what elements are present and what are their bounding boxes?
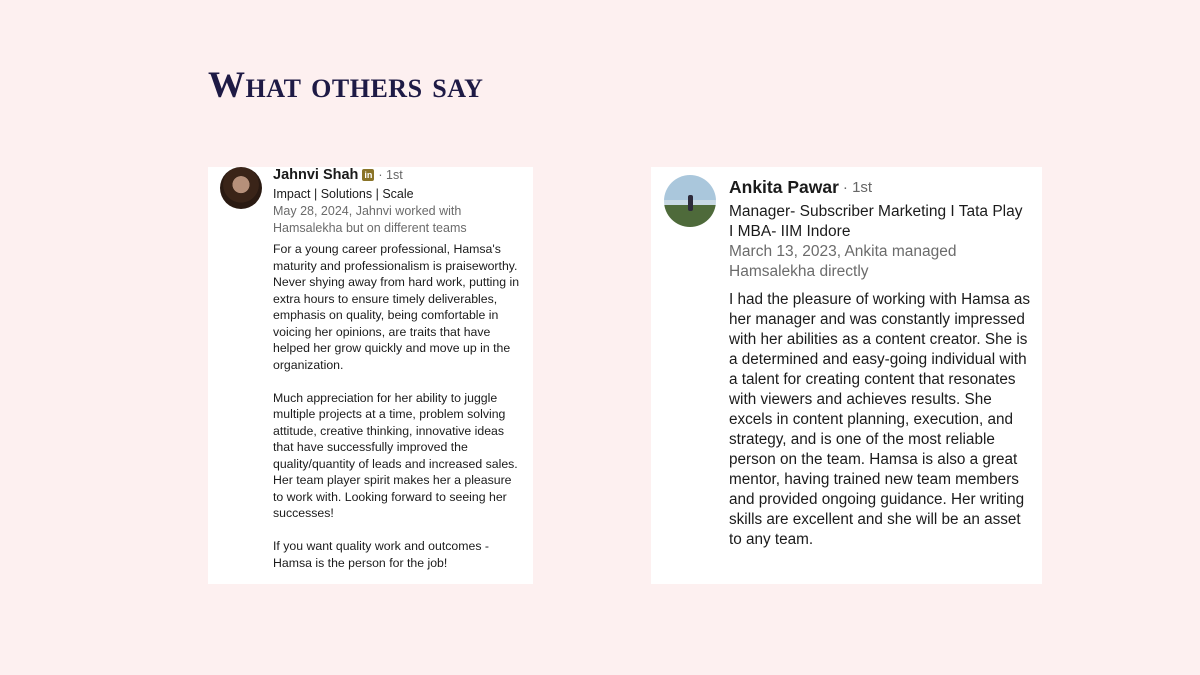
recommendation-meta	[273, 203, 523, 236]
recommendation-paragraph: For a young career professional, Hamsa's maturity and professionalism is praiseworthy. Never shying away from hard work, putting in extra hours to ensure timely deliverables, emphasis on quality, being comfortable in voicing her opinions, are traits that have helped her grow quickly and move up in the organization.	[273, 242, 520, 372]
meta-line: Hamsalekha but on different teams	[273, 220, 467, 235]
recommendation-paragraph: Much appreciation for her ability to juggle multiple projects at a time, problem solving attitude, creative thinking, innovative ideas that have successfully improved the quality/quantity of leads and increased sales. Her team player spirit makes her a pleasure to work with. Looking forward to seeing her successes!	[273, 390, 518, 520]
meta-line: May 28, 2024, Jahnvi worked with	[273, 204, 462, 218]
avatar[interactable]	[220, 167, 262, 209]
meta-line: March 13, 2023, Ankita managed	[729, 243, 957, 260]
recommendation-paragraph: If you want quality work and outcomes - Hamsa is the person for the job!	[273, 539, 489, 570]
recommendation-body	[729, 290, 1030, 550]
recommendation-meta	[729, 242, 1030, 282]
recommendation-card-jahnvi-shah	[208, 167, 533, 584]
avatar[interactable]	[664, 175, 716, 227]
recommendation-content	[273, 167, 523, 571]
recommender-name[interactable]: Jahnvi Shah	[273, 167, 359, 183]
page-title: What others say	[208, 65, 484, 106]
name-row	[729, 177, 1030, 198]
meta-line: Hamsalekha directly	[729, 263, 869, 280]
recommender-headline	[729, 202, 1030, 242]
recommendation-card-ankita-pawar	[651, 167, 1042, 584]
recommender-headline: Impact | Solutions | Scale	[273, 187, 414, 201]
recommendation-body	[273, 241, 523, 571]
recommendation-paragraph: I had the pleasure of working with Hamsa as her manager and was constantly impressed with her abilities as a content creator. She is a determined and easy-going individual with a talent for creating content that resonates with viewers and achieves results. She excels in content planning, execution, and strategy, and is one of the most reliable person on the team. Hamsa is also a great mentor, having trained new team members and provided ongoing guidance. Her writing skills are excellent and she will be an asset to any team.	[729, 291, 1030, 548]
name-row	[273, 167, 523, 183]
headline-line: I MBA- IIM Indore	[729, 223, 851, 240]
avatar-figure	[688, 195, 693, 211]
linkedin-icon: in	[364, 170, 373, 180]
recommender-name[interactable]: Ankita Pawar	[729, 177, 839, 197]
connection-degree: · 1st	[842, 179, 873, 196]
connection-degree: · 1st	[378, 168, 403, 182]
headline-line: Manager- Subscriber Marketing I Tata Play	[729, 203, 1023, 220]
recommendation-content	[729, 177, 1030, 550]
